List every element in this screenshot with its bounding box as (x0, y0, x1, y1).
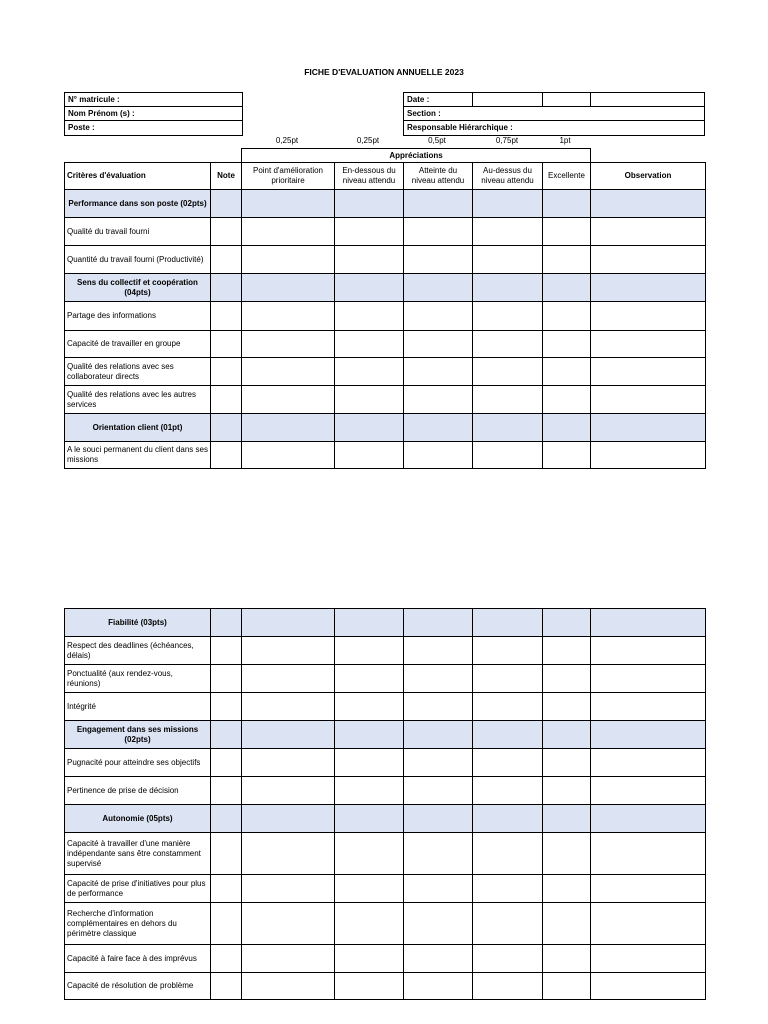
observation-cell[interactable] (591, 246, 706, 274)
level2-cell[interactable] (335, 358, 404, 386)
criterion-label: Respect des deadlines (échéances, délais) (65, 637, 211, 665)
level2-cell[interactable] (335, 749, 404, 777)
level5-cell[interactable] (543, 973, 591, 1000)
points-level4: 0,75pt (495, 136, 519, 145)
observation-cell[interactable] (591, 442, 706, 469)
observation-cell[interactable] (591, 805, 706, 833)
level1-cell[interactable] (242, 331, 335, 358)
criterion-row (65, 945, 706, 973)
level1-cell[interactable] (242, 609, 335, 637)
level5-cell[interactable] (543, 609, 591, 637)
level3-cell[interactable] (404, 190, 473, 218)
level4-cell[interactable] (473, 903, 543, 945)
observation-cell[interactable] (591, 386, 706, 414)
level3-cell[interactable] (404, 805, 473, 833)
level4-header: Au-dessus du niveau attendu (473, 163, 543, 190)
level3-cell[interactable] (404, 609, 473, 637)
level2-cell[interactable] (335, 903, 404, 945)
note-cell[interactable] (211, 302, 242, 331)
level4-cell[interactable] (473, 721, 543, 749)
level5-cell[interactable] (543, 665, 591, 693)
level2-cell[interactable] (335, 833, 404, 875)
criterion-label: Intégrité (65, 693, 211, 721)
level5-cell[interactable] (543, 246, 591, 274)
note-cell[interactable] (211, 903, 242, 945)
level5-header: Excellente (543, 163, 591, 190)
observation-cell[interactable] (591, 637, 706, 665)
criterion-row (65, 442, 706, 469)
level3-cell[interactable] (404, 777, 473, 805)
level4-cell[interactable] (473, 805, 543, 833)
level4-cell[interactable] (473, 749, 543, 777)
observation-cell[interactable] (591, 945, 706, 973)
note-cell[interactable] (211, 833, 242, 875)
level4-cell[interactable] (473, 331, 543, 358)
level2-cell[interactable] (335, 414, 404, 442)
level1-cell[interactable] (242, 442, 335, 469)
criterion-row (65, 903, 706, 945)
level5-cell[interactable] (543, 637, 591, 665)
criterion-label: A le souci permanent du client dans ses missions (65, 442, 211, 469)
note-cell[interactable] (211, 442, 242, 469)
criterion-row (65, 331, 706, 358)
level2-cell[interactable] (335, 945, 404, 973)
level5-cell[interactable] (543, 218, 591, 246)
section-row (65, 190, 706, 218)
manager-field[interactable]: Responsable Hiérarchique : (407, 123, 513, 132)
level2-cell[interactable] (335, 693, 404, 721)
level4-cell[interactable] (473, 274, 543, 302)
level3-cell[interactable] (404, 274, 473, 302)
level5-cell[interactable] (543, 721, 591, 749)
note-cell[interactable] (211, 414, 242, 442)
level4-cell[interactable] (473, 833, 543, 875)
criterion-label: Capacité à travailler d'une manière indépendante sans être constamment supervisé (65, 833, 211, 875)
level3-cell[interactable] (404, 693, 473, 721)
level5-cell[interactable] (543, 777, 591, 805)
level2-cell[interactable] (335, 973, 404, 1000)
matricule-field[interactable]: N° matricule : (65, 93, 242, 107)
criterion-label: Recherche d'information complémentaires en dehors du périmètre classique (65, 903, 211, 945)
criterion-label: Capacité de travailler en groupe (65, 331, 211, 358)
level3-cell[interactable] (404, 833, 473, 875)
observation-cell[interactable] (591, 875, 706, 903)
criterion-row (65, 218, 706, 246)
level5-cell[interactable] (543, 302, 591, 331)
note-cell[interactable] (211, 637, 242, 665)
level4-cell[interactable] (473, 302, 543, 331)
level3-cell[interactable] (404, 218, 473, 246)
criterion-label: Autonomie (05pts) (65, 805, 211, 833)
criterion-label: Ponctualité (aux rendez-vous, réunions) (65, 665, 211, 693)
observation-cell[interactable] (591, 274, 706, 302)
observation-cell[interactable] (591, 665, 706, 693)
criterion-row (65, 693, 706, 721)
note-cell[interactable] (211, 274, 242, 302)
note-cell[interactable] (211, 749, 242, 777)
criterion-label: Capacité de résolution de problème (65, 973, 211, 1000)
criterion-label: Orientation client (01pt) (65, 414, 211, 442)
observation-cell[interactable] (591, 721, 706, 749)
level3-header: Atteinte du niveau attendu (404, 163, 473, 190)
date-label: Date : (404, 93, 473, 106)
level4-cell[interactable] (473, 414, 543, 442)
level1-cell[interactable] (242, 833, 335, 875)
criterion-label: Pertinence de prise de décision (65, 777, 211, 805)
level3-cell[interactable] (404, 637, 473, 665)
criterion-label: Qualité des relations avec les autres services (65, 386, 211, 414)
note-cell[interactable] (211, 721, 242, 749)
note-cell[interactable] (211, 246, 242, 274)
section-row (65, 805, 706, 833)
level1-cell[interactable] (242, 386, 335, 414)
observation-header: Observation (591, 163, 706, 190)
level5-cell[interactable] (543, 386, 591, 414)
level4-cell[interactable] (473, 973, 543, 1000)
date-field-2[interactable] (543, 93, 591, 106)
level3-cell[interactable] (404, 721, 473, 749)
level1-cell[interactable] (242, 693, 335, 721)
observation-cell[interactable] (591, 749, 706, 777)
level1-cell[interactable] (242, 414, 335, 442)
date-field-3[interactable] (591, 93, 704, 106)
criteria-header: Critères d'évaluation (65, 163, 211, 190)
level5-cell[interactable] (543, 749, 591, 777)
level1-cell[interactable] (242, 302, 335, 331)
observation-cell[interactable] (591, 358, 706, 386)
level3-cell[interactable] (404, 903, 473, 945)
name-field[interactable]: Nom Prénom (s) : (65, 107, 242, 121)
level1-cell[interactable] (242, 973, 335, 1000)
level1-header: Point d'amélioration prioritaire (242, 163, 335, 190)
level1-cell[interactable] (242, 274, 335, 302)
level5-cell[interactable] (543, 442, 591, 469)
observation-cell[interactable] (591, 833, 706, 875)
level2-cell[interactable] (335, 331, 404, 358)
level4-cell[interactable] (473, 945, 543, 973)
level3-cell[interactable] (404, 875, 473, 903)
evaluation-table-1 (64, 162, 706, 469)
criterion-row (65, 777, 706, 805)
level5-cell[interactable] (543, 358, 591, 386)
level1-cell[interactable] (242, 749, 335, 777)
level2-cell[interactable] (335, 665, 404, 693)
level3-cell[interactable] (404, 302, 473, 331)
level5-cell[interactable] (543, 945, 591, 973)
observation-cell[interactable] (591, 973, 706, 1000)
level4-cell[interactable] (473, 665, 543, 693)
position-field[interactable]: Poste : (68, 123, 95, 132)
note-cell[interactable] (211, 973, 242, 1000)
level3-cell[interactable] (404, 331, 473, 358)
appreciations-header: Appréciations (241, 148, 591, 163)
document-title: FICHE D'EVALUATION ANNUELLE 2023 (304, 67, 464, 77)
date-field-1[interactable] (473, 93, 543, 106)
level2-cell[interactable] (335, 875, 404, 903)
criterion-label: Performance dans son poste (02pts) (65, 190, 211, 218)
observation-cell[interactable] (591, 331, 706, 358)
level1-cell[interactable] (242, 903, 335, 945)
note-cell[interactable] (211, 875, 242, 903)
section-field[interactable]: Section : (404, 107, 704, 121)
observation-cell[interactable] (591, 903, 706, 945)
level1-cell[interactable] (242, 875, 335, 903)
level4-cell[interactable] (473, 442, 543, 469)
level3-cell[interactable] (404, 386, 473, 414)
section-row (65, 609, 706, 637)
level5-cell[interactable] (543, 805, 591, 833)
points-level2: 0,25pt (356, 136, 380, 145)
evaluation-info-box (403, 92, 705, 136)
level4-cell[interactable] (473, 609, 543, 637)
observation-cell[interactable] (591, 693, 706, 721)
section-row (65, 414, 706, 442)
observation-cell[interactable] (591, 190, 706, 218)
level1-cell[interactable] (242, 805, 335, 833)
level2-cell[interactable] (335, 721, 404, 749)
observation-cell[interactable] (591, 218, 706, 246)
observation-cell[interactable] (591, 414, 706, 442)
criterion-row (65, 246, 706, 274)
criterion-row (65, 302, 706, 331)
level5-cell[interactable] (543, 190, 591, 218)
level5-cell[interactable] (543, 414, 591, 442)
level2-cell[interactable] (335, 302, 404, 331)
points-level3: 0,5pt (428, 136, 446, 145)
note-cell[interactable] (211, 665, 242, 693)
level2-cell[interactable] (335, 805, 404, 833)
level3-cell[interactable] (404, 749, 473, 777)
criterion-label: Qualité du travail fourni (65, 218, 211, 246)
criterion-label: Fiabilité (03pts) (65, 609, 211, 637)
section-row (65, 721, 706, 749)
note-cell[interactable] (211, 358, 242, 386)
criterion-row (65, 833, 706, 875)
note-cell[interactable] (211, 218, 242, 246)
level3-cell[interactable] (404, 973, 473, 1000)
level4-cell[interactable] (473, 693, 543, 721)
criterion-row (65, 665, 706, 693)
employee-info-box (64, 92, 243, 136)
level1-cell[interactable] (242, 246, 335, 274)
level2-cell[interactable] (335, 637, 404, 665)
criterion-row (65, 637, 706, 665)
criterion-label: Pugnacité pour atteindre ses objectifs (65, 749, 211, 777)
points-level5: 1pt (559, 136, 571, 145)
level4-cell[interactable] (473, 777, 543, 805)
level4-cell[interactable] (473, 637, 543, 665)
level1-cell[interactable] (242, 190, 335, 218)
level1-cell[interactable] (242, 945, 335, 973)
note-cell[interactable] (211, 945, 242, 973)
level2-cell[interactable] (335, 442, 404, 469)
level3-cell[interactable] (404, 246, 473, 274)
level2-cell[interactable] (335, 190, 404, 218)
note-cell[interactable] (211, 805, 242, 833)
observation-cell[interactable] (591, 609, 706, 637)
criterion-label: Quantité du travail fourni (Productivité) (65, 246, 211, 274)
level2-cell[interactable] (335, 777, 404, 805)
date-row (404, 93, 704, 107)
criterion-row (65, 386, 706, 414)
level4-cell[interactable] (473, 358, 543, 386)
level1-cell[interactable] (242, 665, 335, 693)
note-header: Note (211, 163, 242, 190)
level5-cell[interactable] (543, 833, 591, 875)
level2-cell[interactable] (335, 609, 404, 637)
level4-cell[interactable] (473, 218, 543, 246)
level2-cell[interactable] (335, 246, 404, 274)
level2-header: En-dessous du niveau attendu (335, 163, 404, 190)
observation-cell[interactable] (591, 302, 706, 331)
level2-cell[interactable] (335, 218, 404, 246)
level3-cell[interactable] (404, 414, 473, 442)
level1-cell[interactable] (242, 777, 335, 805)
level1-cell[interactable] (242, 358, 335, 386)
level4-cell[interactable] (473, 246, 543, 274)
criterion-label: Engagement dans ses missions (02pts) (65, 721, 211, 749)
note-cell[interactable] (211, 331, 242, 358)
level2-cell[interactable] (335, 274, 404, 302)
level3-cell[interactable] (404, 442, 473, 469)
level5-cell[interactable] (543, 903, 591, 945)
level3-cell[interactable] (404, 358, 473, 386)
points-level1: 0,25pt (275, 136, 299, 145)
observation-cell[interactable] (591, 777, 706, 805)
note-cell[interactable] (211, 386, 242, 414)
criterion-row (65, 749, 706, 777)
level1-cell[interactable] (242, 721, 335, 749)
level1-cell[interactable] (242, 218, 335, 246)
criterion-label: Sens du collectif et coopération (04pts) (65, 274, 211, 302)
table-header-row (65, 163, 706, 190)
level1-cell[interactable] (242, 637, 335, 665)
criterion-row (65, 973, 706, 1000)
note-cell[interactable] (211, 693, 242, 721)
level5-cell[interactable] (543, 693, 591, 721)
criterion-label: Partage des informations (65, 302, 211, 331)
level5-cell[interactable] (543, 331, 591, 358)
level5-cell[interactable] (543, 875, 591, 903)
level4-cell[interactable] (473, 190, 543, 218)
note-cell[interactable] (211, 609, 242, 637)
level4-cell[interactable] (473, 386, 543, 414)
evaluation-table-2 (64, 608, 706, 1000)
level3-cell[interactable] (404, 665, 473, 693)
criterion-row (65, 358, 706, 386)
note-cell[interactable] (211, 777, 242, 805)
section-row (65, 274, 706, 302)
level5-cell[interactable] (543, 274, 591, 302)
criterion-label: Qualité des relations avec ses collaborateur directs (65, 358, 211, 386)
level4-cell[interactable] (473, 875, 543, 903)
level3-cell[interactable] (404, 945, 473, 973)
level2-cell[interactable] (335, 386, 404, 414)
criterion-label: Capacité de prise d'initiatives pour plus de performance (65, 875, 211, 903)
note-cell[interactable] (211, 190, 242, 218)
criterion-row (65, 875, 706, 903)
criterion-label: Capacité à faire face à des imprévus (65, 945, 211, 973)
